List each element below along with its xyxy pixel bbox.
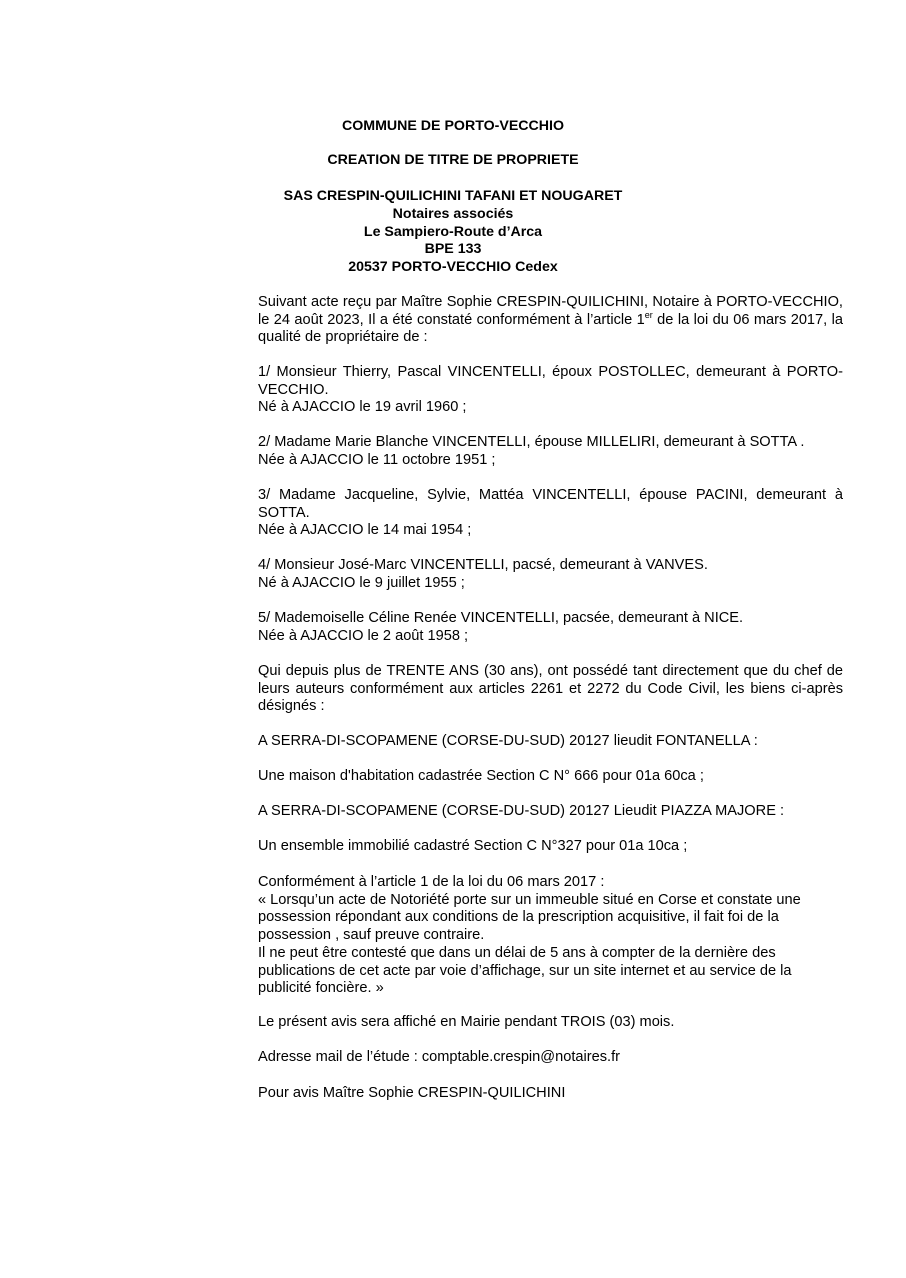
owner-4-line: 4/ Monsieur José-Marc VINCENTELLI, pacsé, demeurant à VANVES. <box>258 557 708 573</box>
owner-2-birth: Née à AJACCIO le 11 octobre 1951 ; <box>258 451 496 468</box>
display-notice <box>258 1014 843 1032</box>
owner-1-line: 1/ Monsieur Thierry, Pascal VINCENTELLI, époux POSTOLLEC, demeurant à PORTO-VECCHIO. <box>258 364 843 398</box>
owner-3 <box>258 487 843 540</box>
law-intro: Conformément à l’article 1 de la loi du 06 mars 2017 : <box>258 874 605 890</box>
email-label: Adresse mail de l’étude : <box>258 1049 422 1065</box>
notice-text: Le présent avis sera affiché en Mairie pendant TROIS (03) mois. <box>258 1014 675 1030</box>
law-quote-2: Il ne peut être contesté que dans un délai de 5 ans à compter de la dernière des publications de cet acte par voie d’affichage, sur un site internet et au service de la publicité foncière. » <box>258 944 792 997</box>
firm-bp: BPE 133 <box>424 241 482 258</box>
law-quote-1: « Lorsqu’un acte de Notoriété porte sur un immeuble situé en Corse et constate une possession répondant aux conditions de la prescription acquisitive, il fait foi de la possession , sauf preuve contraire. <box>258 891 801 944</box>
office-email <box>258 1049 843 1067</box>
intro-part2: de la loi du 06 mars 2017, la qualité de propriétaire de : <box>258 311 843 346</box>
owner-3-line: 3/ Madame Jacqueline, Sylvie, Mattéa VINCENTELLI, épouse PACINI, demeurant à SOTTA. <box>258 487 843 521</box>
owner-4 <box>258 557 843 592</box>
intro-text <box>258 294 843 347</box>
document-title: CREATION DE TITRE DE PROPRIETE <box>327 152 579 168</box>
owner-2-line: 2/ Madame Marie Blanche VINCENTELLI, épouse MILLELIRI, demeurant à SOTTA . <box>258 434 805 450</box>
commune-title: COMMUNE DE PORTO-VECCHIO <box>341 118 565 134</box>
property-item-1 <box>258 768 843 786</box>
location-1-text: A SERRA-DI-SCOPAMENE (CORSE-DU-SUD) 20127 lieudit FONTANELLA : <box>258 733 758 749</box>
signature-text: Pour avis Maître Sophie CRESPIN-QUILICHINI <box>258 1085 566 1101</box>
owner-5-birth: Née à AJACCIO le 2 août 1958 ; <box>258 627 469 644</box>
firm-name: SAS CRESPIN-QUILICHINI TAFANI ET NOUGARET <box>283 188 623 204</box>
location-2-text: A SERRA-DI-SCOPAMENE (CORSE-DU-SUD) 20127 Lieudit PIAZZA MAJORE : <box>258 803 785 819</box>
firm-address: Le Sampiero-Route d’Arca <box>363 223 543 240</box>
intro-paragraph <box>258 294 843 347</box>
possession-text: Qui depuis plus de TRENTE ANS (30 ans), ont possédé tant directement que du chef de leurs auteurs conformément aux articles 2261 et 2272 du Code Civil, les biens ci-après désignés : <box>258 663 843 715</box>
firm-subtitle: Notaires associés <box>392 205 514 222</box>
signature-block <box>258 1085 843 1103</box>
possession-paragraph <box>258 663 843 716</box>
email-line <box>258 1049 843 1067</box>
item-2-text: Un ensemble immobilié cadastré Section C N°327 pour 01a 10ca ; <box>258 838 688 854</box>
owner-3-birth: Née à AJACCIO le 14 mai 1954 ; <box>258 522 472 539</box>
owner-2 <box>258 434 843 469</box>
owner-5 <box>258 610 843 645</box>
owner-1-birth: Né à AJACCIO le 19 avril 1960 ; <box>258 399 467 416</box>
document-title-block <box>0 152 906 170</box>
notary-firm-block <box>0 188 906 277</box>
owner-4-birth: Né à AJACCIO le 9 juillet 1955 ; <box>258 574 465 591</box>
item-1-text: Une maison d'habitation cadastrée Section C N° 666 pour 01a 60ca ; <box>258 768 704 784</box>
property-location-2 <box>258 803 843 821</box>
property-location-1 <box>258 733 843 751</box>
intro-part1: Suivant acte reçu par Maître Sophie CRESPIN-QUILICHINI, Notaire à PORTO-VECCHIO, le 24 août 2023, Il a été constaté conformément à l’article 1 <box>258 294 843 328</box>
owner-1 <box>258 364 843 417</box>
owner-5-line: 5/ Mademoiselle Céline Renée VINCENTELLI, pacsée, demeurant à NICE. <box>258 610 744 626</box>
law-citation <box>258 874 843 998</box>
property-item-2 <box>258 838 843 856</box>
commune-heading <box>0 118 906 136</box>
firm-city: 20537 PORTO-VECCHIO Cedex <box>348 259 558 276</box>
intro-superscript: er <box>644 309 653 320</box>
email-address: comptable.crespin@notaires.fr <box>421 1049 620 1065</box>
